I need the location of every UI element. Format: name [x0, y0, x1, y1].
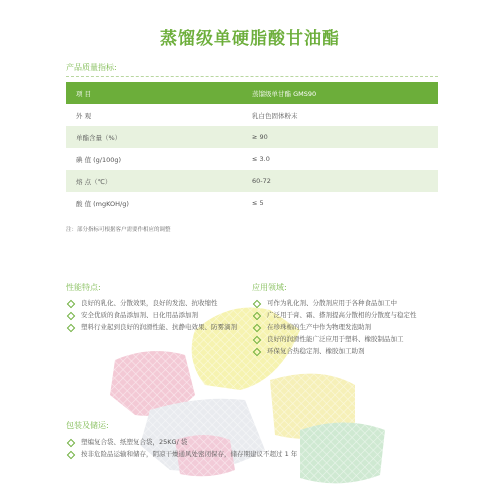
- list-item: [252, 322, 438, 333]
- quality-label: 产品质量指标:: [66, 63, 117, 72]
- list-item: [252, 310, 438, 321]
- header-product: 蒸馏级单甘酯 GMS90: [252, 82, 438, 104]
- list-item-text: 在珍珠棉的生产中作为物理发泡助剂: [267, 323, 371, 331]
- table-note: 注：部分指标可根据客户需要作相应的调整: [66, 227, 171, 233]
- list-item-text: 广泛用于膏、霜、搽剂提高分散相的分散度与稳定性: [267, 311, 417, 319]
- list-item: [252, 298, 438, 309]
- list-item-text: 良好的润滑性能广泛应用于塑料、橡胶制品加工: [267, 335, 404, 343]
- header-item: 项 目: [66, 82, 252, 104]
- diamond-bullet-icon: [67, 451, 75, 459]
- applications-list: [252, 298, 438, 358]
- table-row: [66, 148, 438, 170]
- packaging-list: [66, 437, 438, 461]
- quality-divider: [66, 76, 438, 77]
- diamond-bullet-icon: [253, 348, 261, 356]
- list-item: [66, 310, 244, 321]
- row-value: ≥ 90: [252, 126, 438, 148]
- list-item-text: 安全优质的食品添加剂、日化用品添加剂: [81, 311, 198, 319]
- table-header-row: [66, 82, 438, 104]
- list-item: [252, 334, 438, 345]
- row-value: 60-72: [252, 170, 438, 192]
- diamond-bullet-icon: [253, 300, 261, 308]
- diamond-bullet-icon: [67, 300, 75, 308]
- table-row: [66, 126, 438, 148]
- list-item: [66, 322, 244, 333]
- diamond-bullet-icon: [67, 312, 75, 320]
- list-item-text: 塑编复合袋、纸塑复合袋，25KG/ 袋: [81, 438, 188, 446]
- list-item: [66, 437, 438, 448]
- row-label: 熔 点（℃）: [66, 170, 252, 192]
- row-label: 碘 值 (g/100g): [76, 155, 122, 164]
- list-item-text: 可作为乳化剂、分散剂应用于各种食品加工中: [267, 299, 397, 307]
- features-list: [66, 298, 244, 334]
- packaging-label: 包装及储运:: [66, 421, 109, 430]
- list-item-text: 按非危险品运输和储存，阴凉干燥通风处密闭保存，储存期建议不超过 1 年: [81, 450, 298, 458]
- page-title: 蒸馏级单硬脂酸甘油酯: [160, 29, 340, 49]
- quality-table: [66, 82, 438, 214]
- table-row: [66, 104, 438, 126]
- row-value: 乳白色固体粉末: [252, 111, 298, 120]
- diamond-bullet-icon: [67, 324, 75, 332]
- table-row: [66, 170, 438, 192]
- diamond-bullet-icon: [67, 439, 75, 447]
- list-item-text: 环保复合热稳定剂、橡胶加工助剂: [267, 347, 365, 355]
- list-item-text: 良好的乳化、分散效果，良好的发泡、抗收缩性: [81, 299, 218, 307]
- row-label: 酸 值 (mgKOH/g): [76, 199, 129, 208]
- diamond-bullet-icon: [253, 336, 261, 344]
- row-value: ≤ 3.0: [252, 155, 270, 163]
- row-value: ≤ 5: [252, 199, 264, 207]
- diamond-bullet-icon: [253, 324, 261, 332]
- applications-label: 应用领域:: [252, 283, 287, 292]
- row-label: 单酯含量（%）: [66, 126, 252, 148]
- features-label: 性能特点:: [66, 283, 101, 292]
- list-item-text: 塑料行业起到良好的润滑性能、抗静电效果、防雾滴剂: [81, 323, 237, 331]
- list-item: [66, 449, 438, 460]
- list-item: [252, 346, 438, 357]
- list-item: [66, 298, 244, 309]
- table-row: [66, 192, 438, 214]
- row-label: 外 观: [76, 111, 92, 120]
- diamond-bullet-icon: [253, 312, 261, 320]
